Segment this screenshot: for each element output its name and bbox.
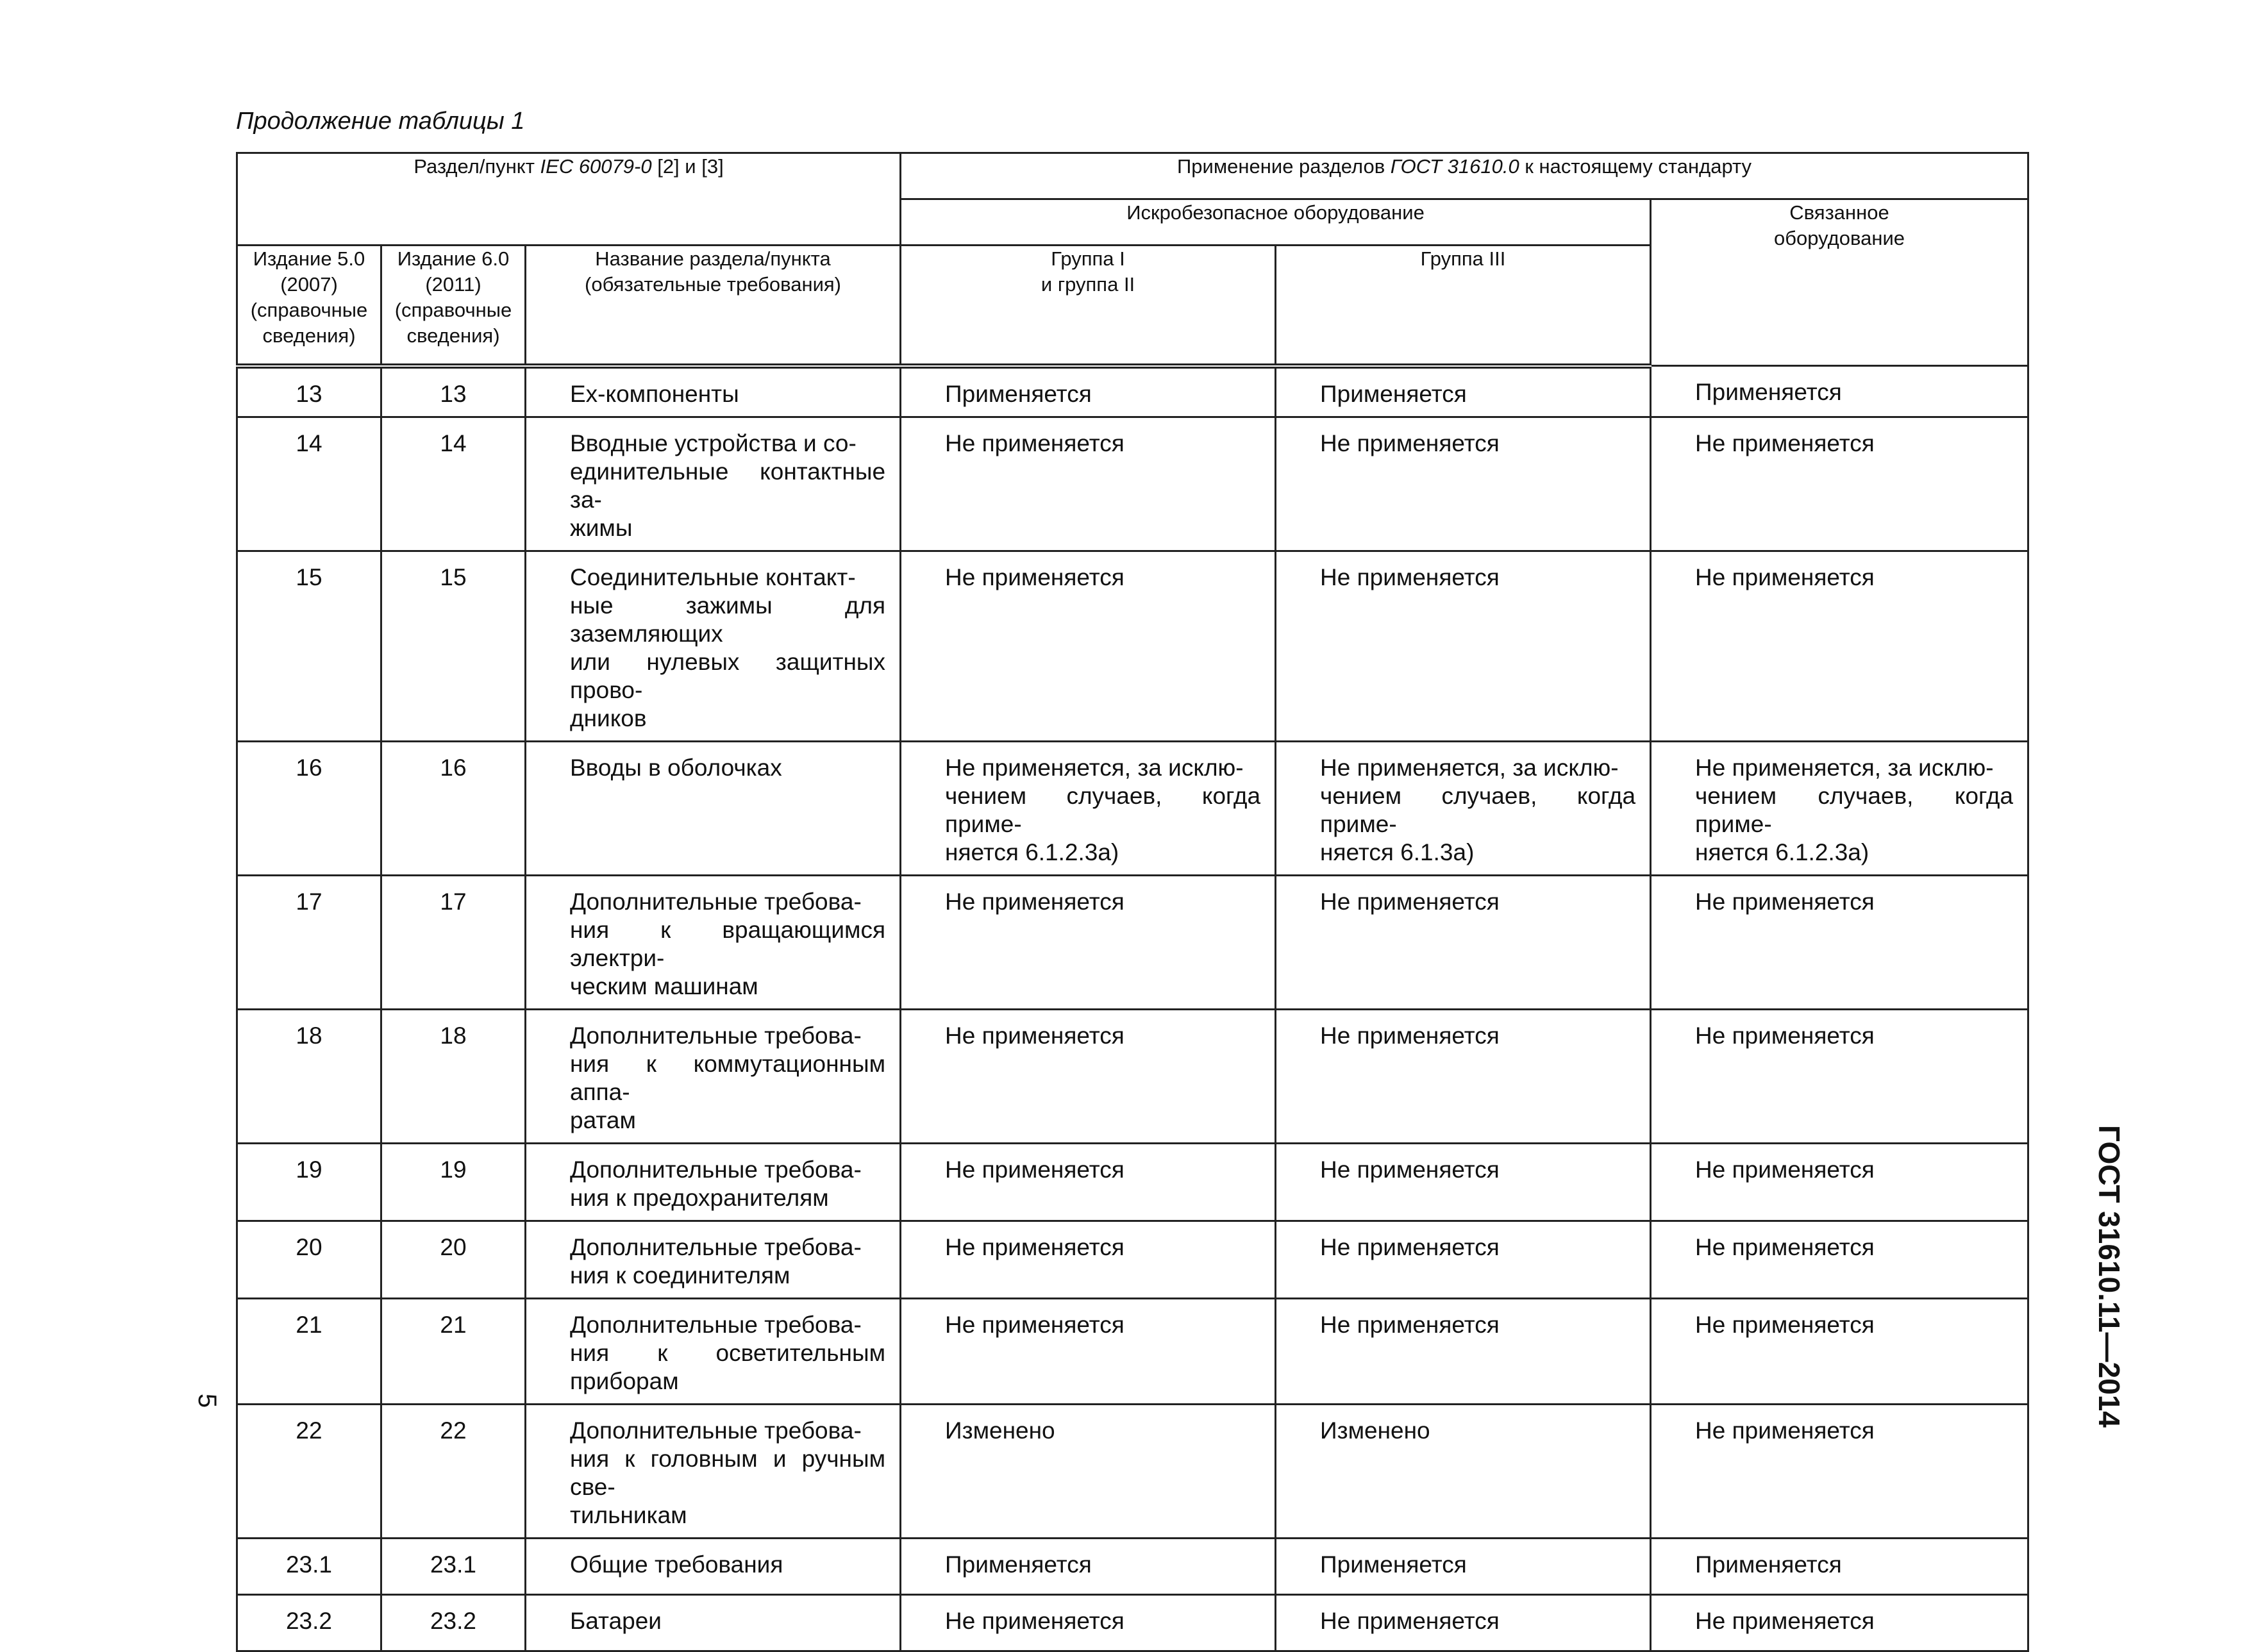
cell-associated: Не применяется xyxy=(1651,417,2028,551)
cell-edition-6: 18 xyxy=(381,1009,526,1143)
table-row xyxy=(237,366,2028,417)
cell-group-1-2: Не применяется xyxy=(901,551,1276,741)
cell-edition-6: 23.1 xyxy=(381,1538,526,1594)
table-row xyxy=(237,417,2028,551)
cell-edition-6: 19 xyxy=(381,1143,526,1221)
cell-edition-6: 21 xyxy=(381,1298,526,1404)
cell-group-1-2: Применяется xyxy=(901,366,1276,417)
cell-group-3: Не применяется xyxy=(1276,1298,1651,1404)
cell-group-3: Не применяется, за исклю- чением случаев, когда приме- няется 6.1.3а) xyxy=(1276,741,1651,875)
cell-group-3: Не применяется xyxy=(1276,1009,1651,1143)
cell-group-1-2: Изменено xyxy=(901,1404,1276,1538)
cell-section-name: Дополнительные требова- ния к коммутационным аппа- ратам xyxy=(526,1009,901,1143)
cell-associated: Не применяется xyxy=(1651,875,2028,1009)
cell-section-name: Ex-компоненты xyxy=(526,366,901,417)
cell-associated: Не применяется xyxy=(1651,1221,2028,1298)
table-row xyxy=(237,1221,2028,1298)
cell-section-name: Батареи xyxy=(526,1594,901,1651)
header-intrinsic-equipment: Искробезопасное оборудование xyxy=(901,199,1651,246)
header-edition-6: Издание 6.0 (2011) (справочные сведения) xyxy=(381,246,526,366)
cell-edition-5: 19 xyxy=(237,1143,381,1221)
table-row xyxy=(237,1404,2028,1538)
table-row xyxy=(237,1298,2028,1404)
cell-group-1-2: Не применяется, за исклю- чением случаев, когда приме- няется 6.1.2.3а) xyxy=(901,741,1276,875)
cell-section-name: Вводные устройства и со- единительные контактные за- жимы xyxy=(526,417,901,551)
cell-edition-5: 21 xyxy=(237,1298,381,1404)
header-associated-equipment: Связанное оборудование xyxy=(1651,199,2028,366)
cell-edition-6: 23.2 xyxy=(381,1594,526,1651)
cell-group-3: Применяется xyxy=(1276,366,1651,417)
cell-group-1-2: Не применяется xyxy=(901,875,1276,1009)
table-row xyxy=(237,875,2028,1009)
table-row xyxy=(237,1143,2028,1221)
table-row xyxy=(237,741,2028,875)
cell-section-name: Вводы в оболочках xyxy=(526,741,901,875)
cell-edition-6: 14 xyxy=(381,417,526,551)
cell-edition-5: 13 xyxy=(237,366,381,417)
cell-edition-6: 17 xyxy=(381,875,526,1009)
header-edition-5: Издание 5.0 (2007) (справочные сведения) xyxy=(237,246,381,366)
cell-group-1-2: Не применяется xyxy=(901,1143,1276,1221)
cell-associated: Не применяется, за исклю- чением случаев, когда приме- няется 6.1.2.3а) xyxy=(1651,741,2028,875)
cell-associated: Не применяется xyxy=(1651,1298,2028,1404)
cell-section-name: Соединительные контакт- ные зажимы для заземляющих или нулевых защитных прово- дников xyxy=(526,551,901,741)
cell-associated: Применяется xyxy=(1651,366,2028,417)
cell-section-name: Дополнительные требова- ния к вращающимся электри- ческим машинам xyxy=(526,875,901,1009)
cell-group-3: Не применяется xyxy=(1276,875,1651,1009)
cell-edition-5: 20 xyxy=(237,1221,381,1298)
cell-edition-6: 13 xyxy=(381,366,526,417)
header-application: Применение разделов ГОСТ 31610.0 к настоящему стандарту xyxy=(901,153,2028,199)
header-section-name: Название раздела/пункта (обязательные требования) xyxy=(526,246,901,366)
cell-edition-5: 14 xyxy=(237,417,381,551)
cell-group-3: Изменено xyxy=(1276,1404,1651,1538)
cell-group-1-2: Не применяется xyxy=(901,417,1276,551)
cell-edition-5: 22 xyxy=(237,1404,381,1538)
table-caption: Продолжение таблицы 1 xyxy=(236,108,525,135)
cell-edition-5: 23.2 xyxy=(237,1594,381,1651)
cell-edition-5: 23.1 xyxy=(237,1538,381,1594)
cell-section-name: Дополнительные требова- ния к соединителям xyxy=(526,1221,901,1298)
cell-section-name: Дополнительные требова- ния к осветительным приборам xyxy=(526,1298,901,1404)
cell-group-1-2: Применяется xyxy=(901,1538,1276,1594)
cell-group-1-2: Не применяется xyxy=(901,1594,1276,1651)
cell-associated: Не применяется xyxy=(1651,1143,2028,1221)
cell-associated: Не применяется xyxy=(1651,1009,2028,1143)
header-section-clause: Раздел/пункт IEC 60079-0 [2] и [3] xyxy=(237,153,901,246)
table-row xyxy=(237,1009,2028,1143)
cell-edition-6: 16 xyxy=(381,741,526,875)
cell-section-name: Дополнительные требова- ния к головным и ручным све- тильникам xyxy=(526,1404,901,1538)
cell-edition-6: 20 xyxy=(381,1221,526,1298)
cell-group-3: Не применяется xyxy=(1276,1221,1651,1298)
page-number: 5 xyxy=(193,1393,221,1408)
cell-edition-5: 17 xyxy=(237,875,381,1009)
cell-group-3: Не применяется xyxy=(1276,1143,1651,1221)
cell-associated: Не применяется xyxy=(1651,551,2028,741)
document-designation: ГОСТ 31610.11—2014 xyxy=(2093,1125,2126,1428)
cell-associated: Применяется xyxy=(1651,1538,2028,1594)
cell-group-3: Применяется xyxy=(1276,1538,1651,1594)
cell-section-name: Дополнительные требова- ния к предохранителям xyxy=(526,1143,901,1221)
requirements-table xyxy=(236,152,2029,1652)
cell-edition-6: 15 xyxy=(381,551,526,741)
cell-edition-6: 22 xyxy=(381,1404,526,1538)
table-row xyxy=(237,1538,2028,1594)
cell-associated: Не применяется xyxy=(1651,1594,2028,1651)
table-row xyxy=(237,1594,2028,1651)
cell-group-3: Не применяется xyxy=(1276,551,1651,741)
cell-group-3: Не применяется xyxy=(1276,1594,1651,1651)
header-group-1-2: Группа I и группа II xyxy=(901,246,1276,366)
cell-edition-5: 16 xyxy=(237,741,381,875)
cell-group-1-2: Не применяется xyxy=(901,1221,1276,1298)
cell-edition-5: 18 xyxy=(237,1009,381,1143)
table-row xyxy=(237,551,2028,741)
cell-edition-5: 15 xyxy=(237,551,381,741)
cell-group-1-2: Не применяется xyxy=(901,1009,1276,1143)
header-group-3: Группа III xyxy=(1276,246,1651,366)
cell-section-name: Общие требования xyxy=(526,1538,901,1594)
cell-group-1-2: Не применяется xyxy=(901,1298,1276,1404)
cell-associated: Не применяется xyxy=(1651,1404,2028,1538)
cell-group-3: Не применяется xyxy=(1276,417,1651,551)
